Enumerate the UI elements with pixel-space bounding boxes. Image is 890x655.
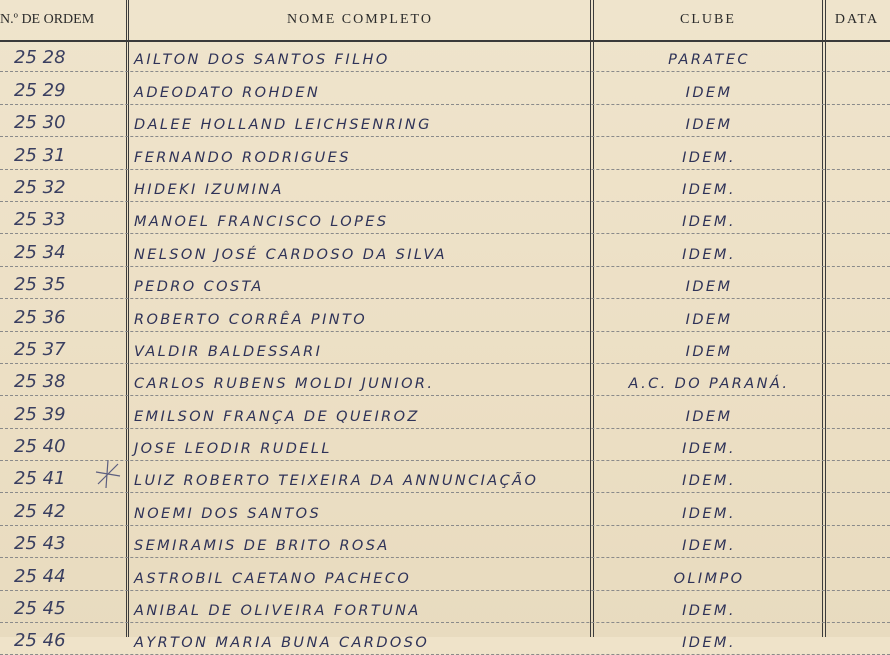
header-clube: CLUBE (680, 12, 736, 27)
row-ordem: 25 35 (14, 274, 66, 296)
row-clube: IDEM (685, 311, 733, 328)
row-ordem: 25 33 (14, 209, 66, 231)
row-ordem: 25 29 (14, 79, 66, 101)
ledger-row (0, 364, 890, 396)
row-ordem: 25 32 (14, 176, 66, 198)
row-clube: IDEM. (682, 181, 736, 198)
row-nome: HIDEKI IZUMINA (134, 181, 284, 198)
ledger-header (0, 0, 890, 42)
ledger-row (0, 429, 890, 461)
row-clube: IDEM. (682, 441, 736, 458)
row-nome: AILTON DOS SANTOS FILHO (134, 52, 390, 69)
header-ordem: N.º DE ORDEM (0, 12, 95, 27)
row-ordem: 25 45 (14, 598, 66, 620)
ledger-row (0, 332, 890, 364)
row-clube: IDEM. (682, 635, 736, 652)
row-clube: IDEM (685, 117, 733, 134)
row-clube: IDEM. (682, 603, 736, 620)
row-ordem: 25 36 (14, 306, 66, 328)
ledger-row (0, 72, 890, 104)
row-nome: NOEMI DOS SANTOS (134, 505, 322, 522)
row-clube: IDEM. (682, 149, 736, 166)
row-ordem: 25 31 (14, 144, 66, 166)
row-nome: LUIZ ROBERTO TEIXEIRA DA ANNUNCIAÇÃO (134, 473, 539, 490)
row-nome: AYRTON MARIA BUNA CARDOSO (134, 635, 430, 652)
row-clube: IDEM. (682, 538, 736, 555)
ledger-row (0, 234, 890, 266)
ledger-row (0, 461, 890, 493)
row-nome: ROBERTO CORRÊA PINTO (134, 311, 368, 328)
row-ordem: 25 43 (14, 533, 66, 555)
ledger-row (0, 558, 890, 590)
row-clube: IDEM. (682, 246, 736, 263)
row-clube: IDEM (685, 84, 733, 101)
ledger-row (0, 396, 890, 428)
row-ordem: 25 42 (14, 500, 66, 522)
ledger-row (0, 623, 890, 655)
row-ordem: 25 41 (14, 468, 66, 490)
ledger-row (0, 267, 890, 299)
row-ordem: 25 34 (14, 241, 66, 263)
row-clube: IDEM (685, 343, 733, 360)
ledger-row (0, 137, 890, 169)
row-ordem: 25 40 (14, 436, 66, 458)
row-clube: IDEM (685, 279, 733, 296)
ledger-row (0, 105, 890, 137)
row-ordem: 25 30 (14, 112, 66, 134)
row-ordem: 25 37 (14, 338, 66, 360)
row-clube: A.C. DO PARANÁ. (628, 376, 790, 393)
header-data: DATA (834, 12, 880, 27)
row-nome: VALDIR BALDESSARI (134, 343, 323, 360)
row-ordem: 25 28 (14, 47, 66, 69)
row-clube: IDEM (685, 408, 733, 425)
row-nome: MANOEL FRANCISCO LOPES (134, 214, 389, 231)
row-nome: EMILSON FRANÇA DE QUEIROZ (134, 408, 420, 425)
row-ordem: 25 39 (14, 403, 66, 425)
row-nome: DALEE HOLLAND LEICHSENRING (134, 117, 432, 134)
header-nome: NOME COMPLETO (287, 12, 433, 27)
ledger-row (0, 170, 890, 202)
row-nome: JOSE LEODIR RUDELL (134, 441, 332, 458)
row-nome: CARLOS RUBENS MOLDI JUNIOR. (134, 376, 435, 393)
row-ordem: 25 38 (14, 371, 66, 393)
row-nome: ASTROBIL CAETANO PACHECO (134, 570, 412, 587)
row-ordem: 25 44 (14, 565, 66, 587)
row-clube: OLIMPO (673, 570, 745, 587)
row-ordem: 25 46 (14, 630, 66, 652)
row-clube: IDEM. (682, 473, 736, 490)
row-nome: ANIBAL DE OLIVEIRA FORTUNA (134, 603, 421, 620)
row-clube: PARATEC (668, 52, 750, 69)
row-nome: FERNANDO RODRIGUES (134, 149, 351, 166)
row-nome: PEDRO COSTA (134, 279, 264, 296)
row-nome: NELSON JOSÉ CARDOSO DA SILVA (134, 246, 447, 263)
ledger-rows (0, 40, 890, 655)
ledger-row (0, 493, 890, 525)
row-clube: IDEM. (682, 214, 736, 231)
row-nome: ADEODATO ROHDEN (134, 84, 321, 101)
ledger-row (0, 526, 890, 558)
handwritten-star-mark (92, 458, 124, 490)
ledger-row (0, 202, 890, 234)
ledger-row (0, 40, 890, 72)
ledger-row (0, 299, 890, 331)
ledger-row (0, 591, 890, 623)
row-clube: IDEM. (682, 505, 736, 522)
row-nome: SEMIRAMIS DE BRITO ROSA (134, 538, 390, 555)
